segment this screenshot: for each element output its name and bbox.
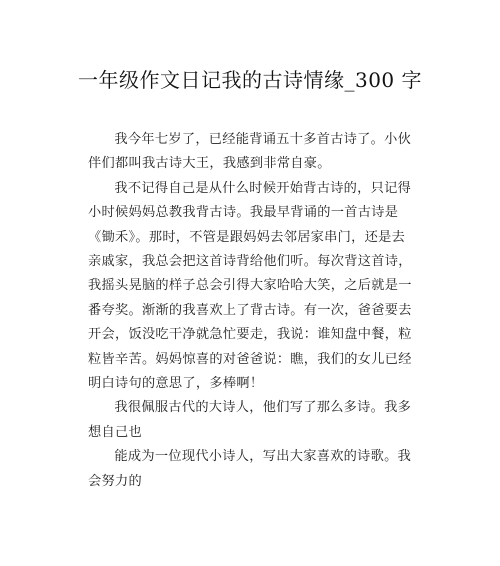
paragraph-4 — [88, 445, 414, 494]
paragraph-line: 番夸奖。渐渐的我喜欢上了背古诗。有一次，爸爸要去 — [88, 302, 412, 318]
paragraph-3 — [88, 396, 414, 445]
paragraph-line: 《锄禾》。那时，不管是跟妈妈去邻居家串门，还是去 — [88, 229, 406, 245]
paragraph-line: 亲戚家，我总会把这首诗背给他们听。每次背这首诗， — [88, 254, 412, 270]
paragraph-line: 开会，饭没吃干净就急忙要走，我说：谁知盘中餐，粒 — [88, 327, 412, 343]
paragraph-line: 小时候妈妈总教我背古诗。我最早背诵的一首古诗是 — [88, 205, 399, 221]
document-body — [88, 128, 414, 494]
paragraph-line: 我今年七岁了，已经能背诵五十多首古诗了。小伙 — [114, 132, 412, 147]
paragraph-line: 我摇头晃脑的样子总会引得大家哈哈大笑，之后就是一 — [88, 278, 412, 294]
paragraph-line: 我很佩服古代的大诗人，他们写了那么多诗。我多 — [114, 400, 412, 416]
paragraph-line: 粒皆辛苦。妈妈惊喜的对爸爸说：瞧，我们的女儿已经 — [88, 351, 412, 367]
paragraph-line: 我不记得自己是从什么时候开始背古诗的，只记得 — [114, 180, 412, 196]
paragraph-2 — [88, 177, 414, 397]
paragraph-line: 会努力的 — [88, 473, 142, 489]
paragraph-line: 想自己也 — [88, 424, 142, 440]
paragraph-1 — [88, 128, 414, 177]
paragraph-line: 能成为一位现代小诗人，写出大家喜欢的诗歌。我 — [114, 449, 412, 465]
paragraph-line: 明白诗句的意思了，多棒啊！ — [88, 376, 264, 392]
paragraph-line: 伴们都叫我古诗大王，我感到非常自豪。 — [88, 156, 331, 172]
document-title: 一年级作文日记我的古诗情缘_300 字 — [77, 68, 423, 92]
